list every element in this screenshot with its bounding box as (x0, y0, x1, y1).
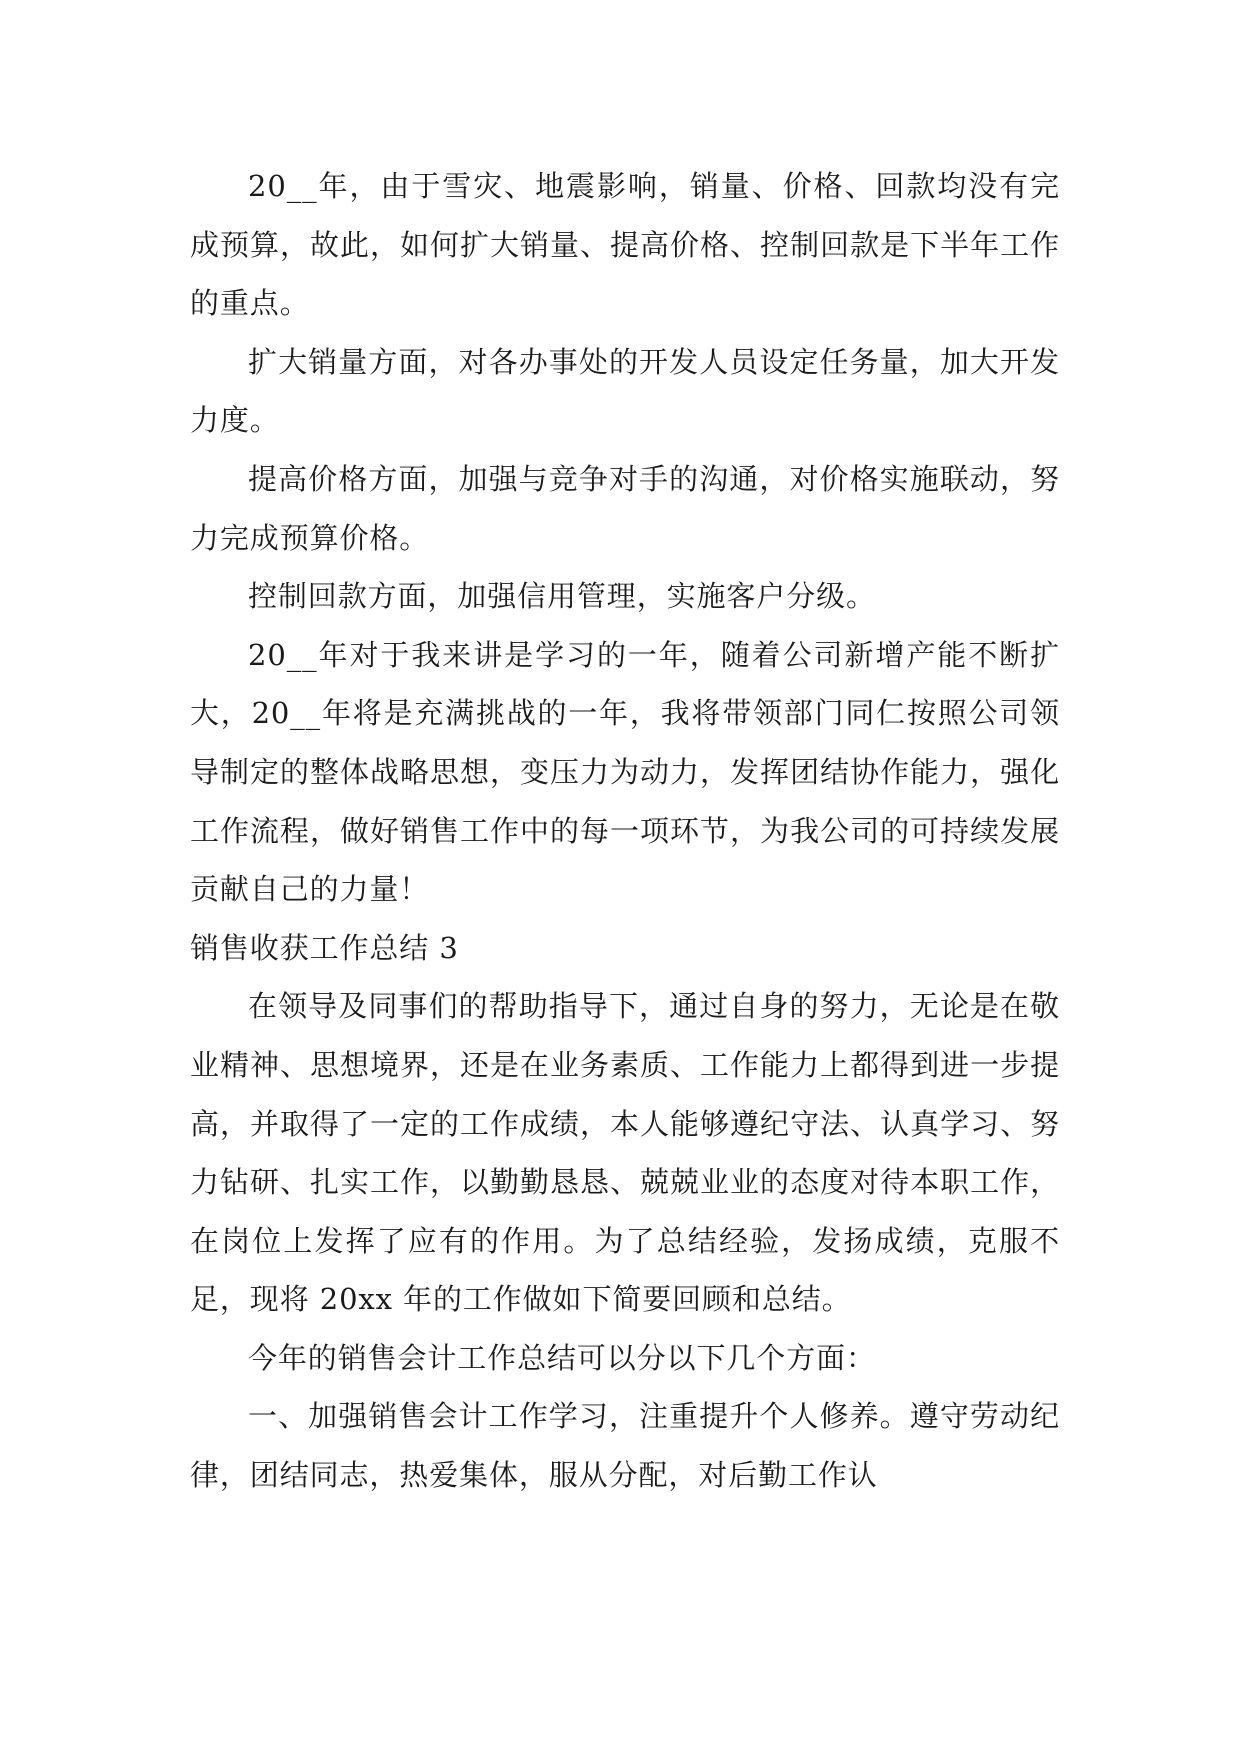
paragraph: 控制回款方面，加强信用管理，实施客户分级。 (248, 579, 876, 614)
paragraph: 今年的销售会计工作总结可以分以下几个方面： (248, 1340, 876, 1375)
section-heading: 销售收获工作总结 3 (190, 930, 459, 965)
paragraph: 在领导及同事们的帮助指导下，通过自身的努力，无论是在敬业精神、思想境界，还是在业务素质、工作能力上都得到进一步提高，并取得了一定的工作成绩，本人能够遵纪守法、认真学习、努力钻研、扎实工作，以勤勤恳恳、兢兢业业的态度对待本职工作，在岗位上发挥了应有的作用。为了总结经验，发扬成绩，克服不足，现将 20xx 年的工作做如下简要回顾和总结。 (190, 989, 1060, 1317)
paragraph: 一、加强销售会计工作学习，注重提升个人修养。遵守劳动纪律，团结同志，热爱集体，服从分配，对后勤工作认 (190, 1399, 1060, 1493)
paragraph: 提高价格方面，加强与竞争对手的沟通，对价格实施联动，努力完成预算价格。 (190, 461, 1060, 555)
paragraph: 20__年对于我来讲是学习的一年，随着公司新增产能不断扩大，20__年将是充满挑战的一年，我将带领部门同仁按照公司领导制定的整体战略思想，变压力为动力，发挥团结协作能力，强化工作流程，做好销售工作中的每一项环节，为我公司的可持续发展贡献自己的力量！ (190, 637, 1060, 907)
paragraph: 扩大销量方面，对各办事处的开发人员设定任务量，加大开发力度。 (190, 344, 1060, 438)
paragraph: 20__年，由于雪灾、地震影响，销量、价格、回款均没有完成预算，故此，如何扩大销量、提高价格、控制回款是下半年工作的重点。 (190, 169, 1060, 321)
document-body (190, 157, 1060, 1505)
